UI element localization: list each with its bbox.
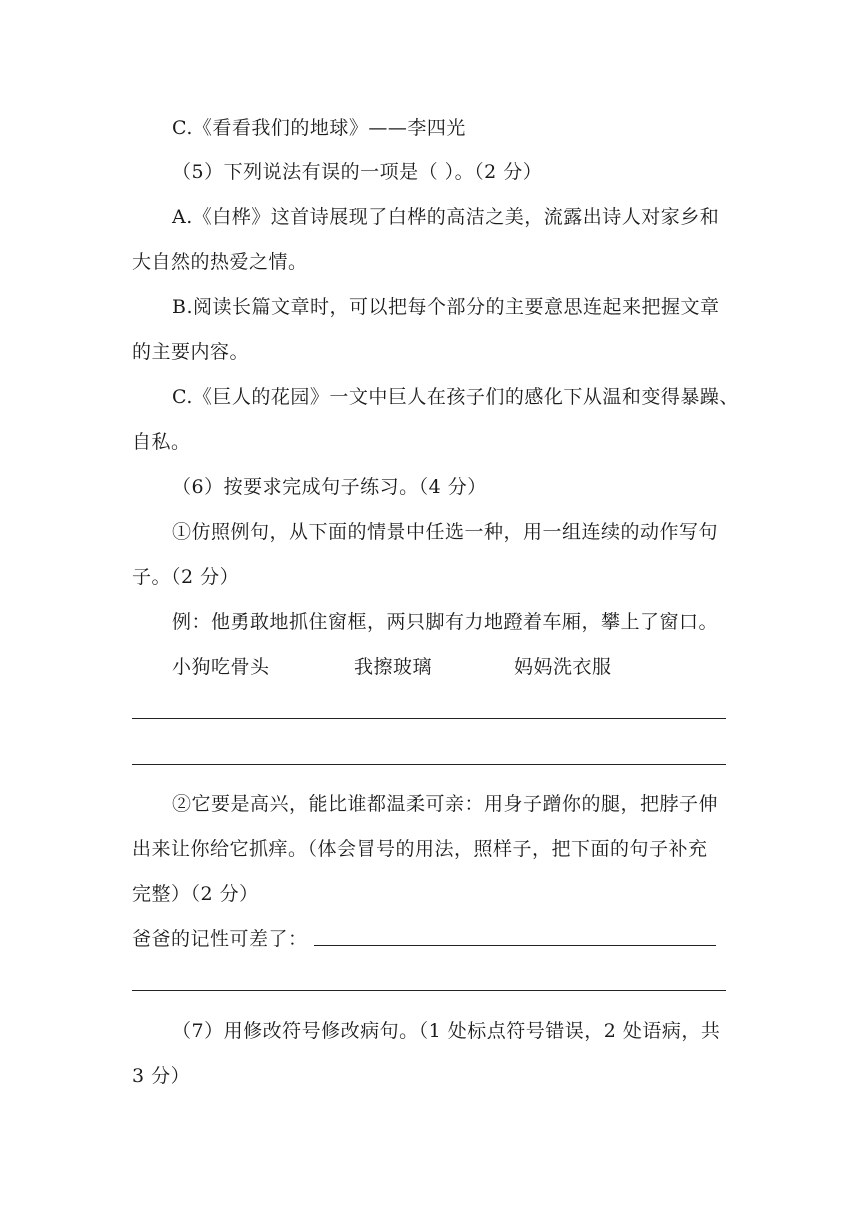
answer-line[interactable] (132, 990, 726, 991)
question-7-cont: 3 分） (132, 1065, 191, 1087)
question-5: （5）下列说法有误的一项是（ ）。（2 分） (172, 161, 543, 183)
sub-question-1-cont: 子。（2 分） (132, 566, 240, 588)
answer-line[interactable] (314, 945, 716, 946)
answer-line[interactable] (132, 718, 726, 719)
scenario-option-2: 我擦玻璃 (354, 656, 433, 678)
question-7: （7）用修改符号修改病句。（1 处标点符号错误，2 处语病，共 (172, 1020, 721, 1042)
option-a-text: A.《白桦》这首诗展现了白桦的高洁之美，流露出诗人对家乡和 (172, 206, 720, 228)
scenario-option-3: 妈妈洗衣服 (514, 656, 612, 678)
answer-line[interactable] (132, 764, 726, 765)
scenario-option-1: 小狗吃骨头 (172, 656, 270, 678)
scenario-options (172, 653, 612, 681)
sub-question-2-cont2: 完整）（2 分） (132, 883, 259, 905)
option-c-text-cont: 自私。 (132, 431, 191, 453)
question-6: （6）按要求完成句子练习。（4 分） (172, 476, 487, 498)
sub-question-2: ②它要是高兴，能比谁都温柔可亲：用身子蹭你的腿，把脖子伸 (172, 793, 719, 815)
option-c-text: C.《巨人的花园》一文中巨人在孩子们的感化下从温和变得暴躁、 (172, 386, 739, 408)
option-a-text-cont: 大自然的热爱之情。 (132, 251, 308, 273)
option-b-text: B.阅读长篇文章时，可以把每个部分的主要意思连起来把握文章 (172, 296, 720, 318)
sub-question-2-cont: 出来让你给它抓痒。（体会冒号的用法，照样子，把下面的句子补充 (132, 838, 708, 860)
sub-question-1: ①仿照例句，从下面的情景中任选一种，用一组连续的动作写句 (172, 521, 719, 543)
fill-in-prompt: 爸爸的记性可差了： (132, 928, 308, 950)
example-sentence: 例：他勇敢地抓住窗框，两只脚有力地蹬着车厢，攀上了窗口。 (172, 611, 719, 633)
option-c-earth: C.《看看我们的地球》——李四光 (172, 117, 466, 139)
option-b-text-cont: 的主要内容。 (132, 341, 250, 363)
